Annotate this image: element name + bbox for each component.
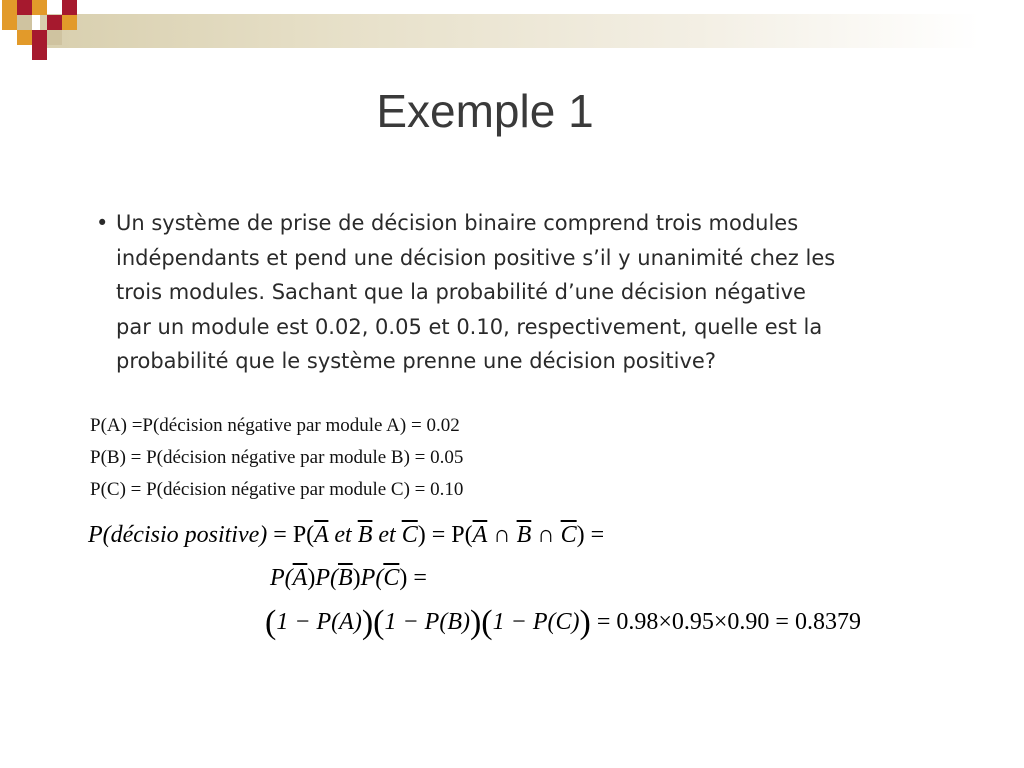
eq-var-a: $\overline{A}$ — [314, 522, 329, 548]
bullet-line: probabilité que le système prenne une décision positive? — [116, 349, 716, 373]
eq-part: P( — [360, 565, 384, 591]
header-decoration — [0, 0, 1024, 70]
eq-var-a: $\overline{A}$ — [292, 565, 308, 591]
equation-line-2: $P(\overline{A})P(\overline{B})P(\overline{C})$ = — [270, 565, 427, 591]
header-band — [40, 14, 980, 48]
definition-line: P(A) =P(décision négative par module A) = 0.02 — [90, 415, 460, 436]
eq-term: 1 − P(C) — [492, 609, 580, 635]
deco-square — [17, 30, 32, 45]
eq-part: P( — [315, 565, 338, 591]
eq-result: = 0.98×0.95×0.90 = 0.8379 — [596, 609, 861, 635]
definitions — [90, 410, 463, 506]
deco-square — [17, 15, 32, 30]
deco-square — [32, 0, 47, 15]
eq-part: ∩ — [531, 522, 561, 548]
bullet-line: Un système de prise de décision binaire comprend trois modules — [116, 211, 799, 235]
bullet-line: par un module est 0.02, 0.05 et 0.10, respectivement, quelle est la — [116, 314, 823, 339]
slide-title: Exemple 1 — [376, 85, 594, 137]
bullet-line: trois modules. Sachant que la probabilité d’une décision négative — [116, 280, 806, 304]
eq-part: et — [328, 522, 358, 548]
deco-square — [47, 30, 62, 45]
definition-line: P(C) = P(décision négative par module C) = 0.10 — [90, 479, 464, 500]
eq-part: et — [372, 522, 402, 548]
eq-part: ∩ — [487, 522, 517, 548]
eq-var-c: $\overline{C}$ — [560, 522, 577, 548]
eq-lhs: P(décisio positive) — [88, 522, 268, 548]
eq-term: 1 − P(B) — [384, 609, 470, 635]
definition-line: P(B) = P(décision négative par module B) = 0.05 — [90, 447, 464, 468]
deco-square — [32, 45, 47, 60]
equation-line-3: (1 − P(A))(1 − P(B))(1 − P(C)) = 0.98×0.95×0.90 = 0.8379 — [265, 604, 861, 641]
eq-part: = P( — [267, 522, 315, 548]
eq-part: ) = — [576, 522, 605, 548]
equation-line-1 — [88, 522, 604, 549]
eq-part: ) = P( — [417, 522, 473, 548]
bullet-paragraph — [96, 206, 916, 379]
eq-var-c: $\overline{C}$ — [401, 522, 418, 548]
eq-var-a: $\overline{A}$ — [472, 522, 488, 548]
deco-square — [32, 30, 47, 45]
bullet-line: indépendants et pend une décision positive s’il y unanimité chez les — [116, 245, 836, 270]
deco-square — [2, 15, 17, 30]
deco-square — [62, 15, 77, 30]
eq-part: P( — [270, 565, 293, 591]
deco-square — [17, 0, 32, 15]
eq-var-b: $\overline{B}$ — [337, 565, 353, 591]
bullet-text — [116, 206, 916, 379]
eq-part: ) = — [399, 565, 427, 591]
eq-var-b: $\overline{B}$ — [516, 522, 532, 548]
bullet-icon: • — [96, 211, 109, 235]
eq-var-c: $\overline{C}$ — [383, 565, 400, 591]
deco-square — [47, 15, 62, 30]
eq-term: 1 − P(A) — [276, 609, 362, 635]
deco-square — [62, 0, 77, 15]
deco-square — [2, 0, 17, 15]
eq-var-b: $\overline{B}$ — [357, 522, 373, 548]
